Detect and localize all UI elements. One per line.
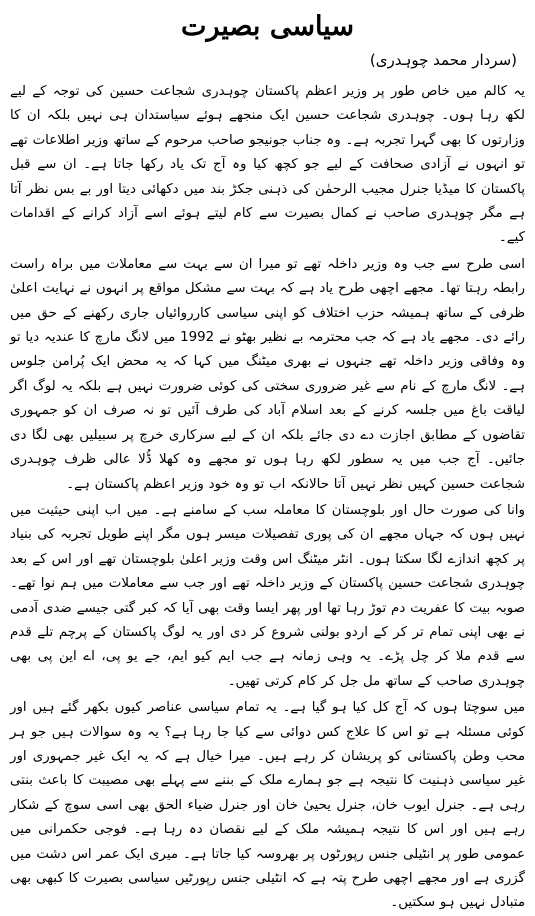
article-title: سیاسی بصیرت xyxy=(181,11,354,42)
paragraph: میں سوچتا ہوں کہ آج کل کیا ہو گیا ہے۔ یہ تمام سیاسی عناصر کیوں بکھر گئے ہیں اور کوئی مسئلہ ہے تو اس کا علاج کس دوائی سے کیا جا رہا ہے؟ یہ وہ سوالات ہیں جو ہر محب وطن پاکستانی کو پریشان کر رہے ہیں۔ میرا خیال ہے کہ یہ ایک غیر جمہوری اور غیر سیاسی ذہنیت کا نتیجہ ہے جو ہمارے ملک کے بننے سے پہلے بھی مصیبت کا باعث بنتی رہی ہے۔ جنرل ایوب خان، جنرل یحییٰ خان اور جنرل ضیاء الحق بھی اسی سوچ کے شکار رہے ہیں اور اس کا نتیجہ ہمیشہ ملک کے لیے نقصان دہ رہا ہے۔ فوجی حکمرانی میں عمومی طور پر انٹیلی جنس رپورٹوں پر بھروسہ کیا جاتا ہے۔ میری ایک عمر اس دشت میں گزری ہے اور مجھے اچھی طرح پتہ ہے کہ انٹیلی جنس رپورٹیں سیاسی بصیرت کا کبھی بھی متبادل نہیں ہو سکتیں۔ xyxy=(10,700,525,911)
paragraph: وانا کی صورت حال اور بلوچستان کا معاملہ سب کے سامنے ہے۔ میں اب اپنی حیثیت میں نہیں ہوں کہ جہاں مجھے ان کی پوری تفصیلات میسر ہوں مگر اپنے طویل تجربہ کی بنیاد پر کچھ اندازے لگا سکتا ہوں۔ انٹر میٹنگ اس وقت وزیر اعلیٰ بلوچستان تھے اور اس کے بعد چوہدری شجاعت حسین پاکستان کے وزیر داخلہ تھے اور جب سے معاملات میں ہم نوا تھے۔ صوبہ بیت کا عفریت دم توڑ رہا تھا اور پھر ایسا وقت بھی آیا کہ کبر گتی جیسے ضدی آدمی نے بھی اپنی تمام تر کر کے اردو بولنی شروع کر دی اور یہ لوگ پاکستان کے پرچم تلے قدم سے قدم ملا کر چل پڑے۔ یہ وہی زمانہ ہے جب ایم کیو ایم، جے یو پی، اے این پی بھی چوہدری صاحب کے ساتھ مل جل کر کام کرتی تھیں۔ xyxy=(10,502,525,689)
paragraph: یہ کالم میں خاص طور پر وزیر اعظم پاکستان چوہدری شجاعت حسین کی توجہ کے لیے لکھ رہا ہوں۔ چوہدری شجاعت حسین ایک منجھے ہوئے سیاستدان ہی نہیں بلکہ ان کا وزارتوں کا بھی گہرا تجربہ ہے۔ وہ جناب جونیجو صاحب مرحوم کے ساتھ وزیر اطلاعات تھے تو انہوں نے آزادی صحافت کے لیے جو کچھ کیا وہ آج تک یاد رکھا جاتا ہے۔ ان سے قبل پاکستان کا میڈیا جنرل مجیب الرحمٰن کی ذہنی جکڑ بند میں دکھائی دیتا اور بے بس نظر آتا ہے مگر چوہدری صاحب نے کمال بصیرت سے کام لیتے ہوئے اسے آزاد کرانے کے اقدامات کیے۔ xyxy=(10,84,525,246)
paragraph: اسی طرح سے جب وہ وزیر داخلہ تھے تو میرا ان سے بہت سے معاملات میں براہ راست رابطہ رہتا تھا۔ مجھے اچھی طرح یاد ہے کہ بہت سے مشکل مواقع پر انہوں نے نہایت اعلیٰ ظرفی کے ساتھ ہمیشہ حزب اختلاف کو اپنی سیاسی کارروائیاں جاری رکھنے کے حق میں رائے دی۔ مجھے یاد ہے کہ جب محترمہ بے نظیر بھٹو نے 1992 میں لانگ مارچ کا عندیہ دیا تو وہ وفاقی وزیر داخلہ تھے جنہوں نے بھری میٹنگ میں کہا کہ یہ محض ایک پُرامن جلوس ہے۔ لانگ مارچ کے نام سے غیر ضروری سختی کی کوئی ضرورت نہیں ہے بلکہ یہ لوگ اگر لیاقت باغ میں جلسہ کرنے کے بعد اسلام آباد کی طرف آئیں تو نہ صرف ان کو جمہوری تقاضوں کے مطابق اجازت دے دی جائے بلکہ ان کے لیے سرکاری خرچ پر سبیلیں بھی لگا دی جائیں۔ آج جب میں یہ سطور لکھ رہا ہوں تو مجھے وہ کھلا ڈُلا عالی ظرف چوہدری شجاعت حسین کہیں نظر نہیں آتا حالانکہ اب تو وہ خود وزیر اعظم پاکستان ہے۔ xyxy=(10,256,525,492)
author-byline: (سردار محمد چوہدری) xyxy=(369,51,517,69)
article-body xyxy=(10,80,525,916)
